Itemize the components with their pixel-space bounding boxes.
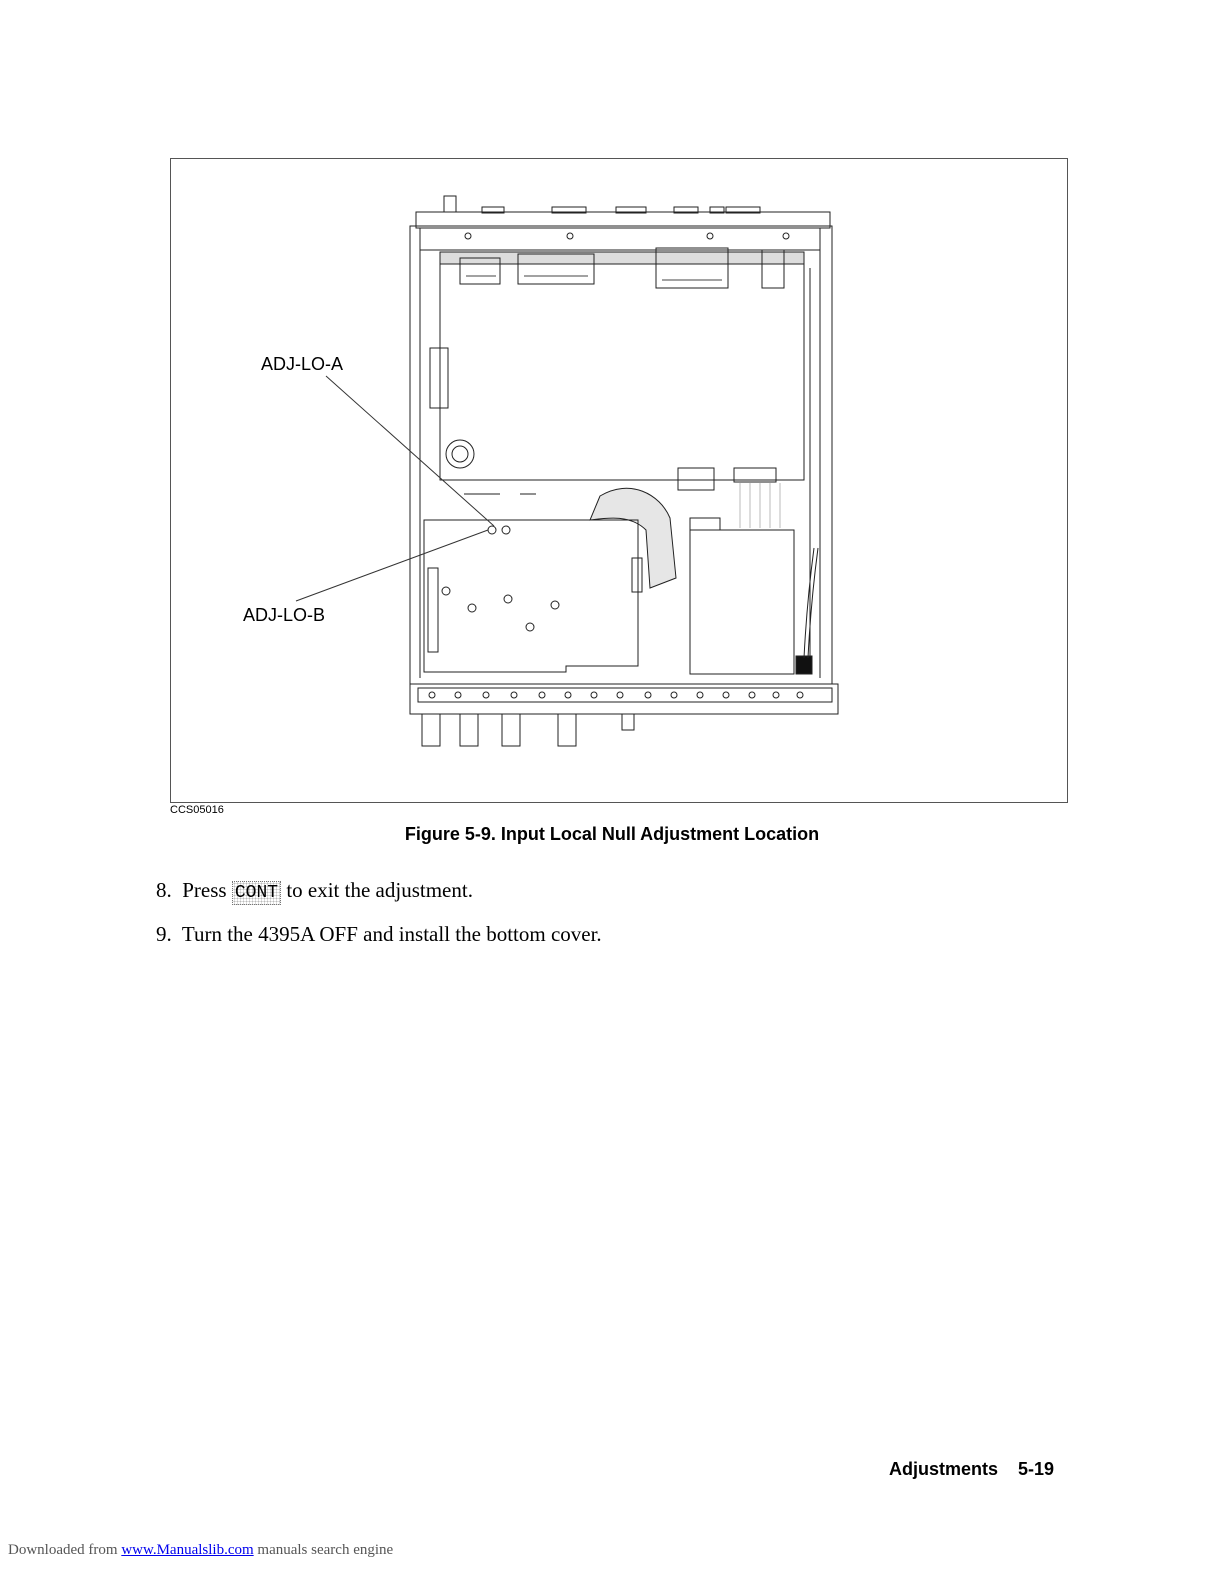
page-number: 5-19 (1017, 1459, 1054, 1479)
cont-key: CONT (232, 881, 281, 905)
step-8 (156, 878, 473, 905)
figure-id: CCS05016 (170, 804, 224, 816)
page-footer (889, 1459, 1054, 1480)
callout-adj-lo-a: ADJ-LO-A (261, 354, 344, 374)
instrument-top-view-illustration (170, 158, 1068, 803)
download-prefix: Downloaded from (8, 1542, 118, 1558)
step-text: Turn the 4395A OFF and install the bottom cover. (181, 922, 602, 946)
download-notice (8, 1542, 393, 1559)
section-title: Adjustments (888, 1459, 998, 1479)
step-text-after: to exit the adjustment. (286, 878, 473, 902)
step-9 (156, 922, 602, 947)
figure-caption: Figure 5-9. Input Local Null Adjustment Location (404, 824, 820, 844)
download-suffix: manuals search engine (257, 1542, 394, 1558)
step-number: 8. (156, 878, 172, 902)
manualslib-link[interactable]: www.Manualslib.com (121, 1542, 254, 1558)
callout-adj-lo-b: ADJ-LO-B (243, 605, 326, 625)
step-number: 9. (156, 922, 172, 946)
step-text-before: Press (182, 878, 227, 902)
